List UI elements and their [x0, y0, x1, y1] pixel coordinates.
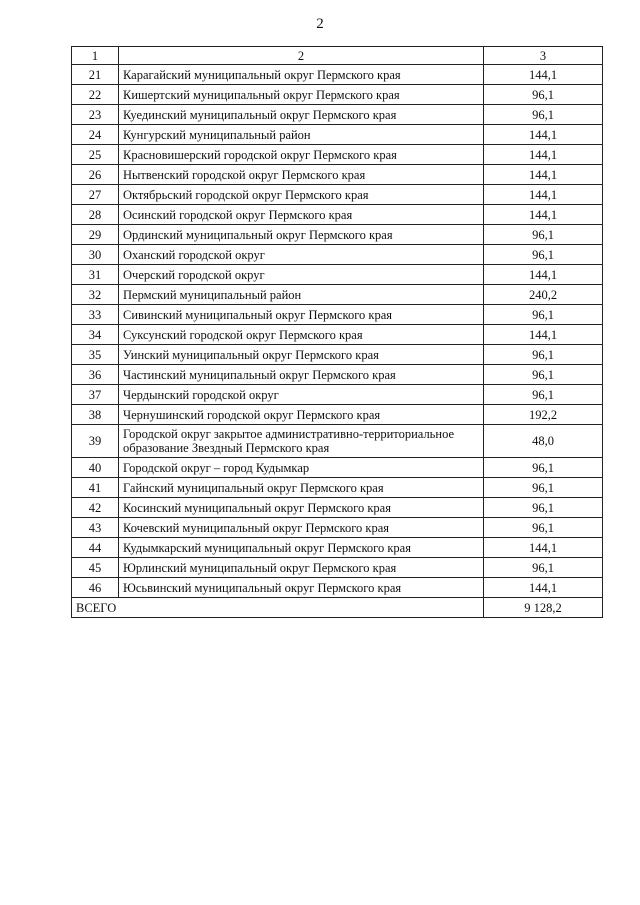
row-number: 32: [72, 285, 119, 305]
row-value: 96,1: [484, 365, 603, 385]
row-value: 240,2: [484, 285, 603, 305]
row-name: Кунгурский муниципальный район: [119, 125, 484, 145]
row-number: 42: [72, 498, 119, 518]
row-name: Нытвенский городской округ Пермского края: [119, 165, 484, 185]
row-number: 28: [72, 205, 119, 225]
row-name: Оханский городской округ: [119, 245, 484, 265]
row-number: 26: [72, 165, 119, 185]
table-row: [72, 385, 603, 405]
allocation-table: [71, 46, 603, 618]
row-name: Гайнский муниципальный округ Пермского края: [119, 478, 484, 498]
table-row: [72, 578, 603, 598]
row-value: 96,1: [484, 305, 603, 325]
table-row: [72, 558, 603, 578]
row-number: 40: [72, 458, 119, 478]
row-name: Куединский муниципальный округ Пермского края: [119, 105, 484, 125]
table-row: [72, 85, 603, 105]
row-name: Пермский муниципальный район: [119, 285, 484, 305]
row-name: Карагайский муниципальный округ Пермского края: [119, 65, 484, 85]
table-row: [72, 498, 603, 518]
table-row: [72, 265, 603, 285]
table-row: [72, 478, 603, 498]
row-number: 44: [72, 538, 119, 558]
row-name: Юсьвинский муниципальный округ Пермского края: [119, 578, 484, 598]
row-number: 33: [72, 305, 119, 325]
table-row: [72, 285, 603, 305]
row-name: Кочевский муниципальный округ Пермского края: [119, 518, 484, 538]
page-number: 2: [316, 16, 324, 32]
row-value: 144,1: [484, 165, 603, 185]
row-name: Красновишерский городской округ Пермского края: [119, 145, 484, 165]
table-row: [72, 425, 603, 458]
row-name: Очерский городской округ: [119, 265, 484, 285]
row-name: Осинский городской округ Пермского края: [119, 205, 484, 225]
row-number: 46: [72, 578, 119, 598]
row-value: 96,1: [484, 245, 603, 265]
row-value: 144,1: [484, 205, 603, 225]
row-name: Октябрьский городской округ Пермского края: [119, 185, 484, 205]
table-row: [72, 225, 603, 245]
row-number: 24: [72, 125, 119, 145]
row-value: 96,1: [484, 345, 603, 365]
row-number: 30: [72, 245, 119, 265]
table-row: [72, 245, 603, 265]
row-value: 144,1: [484, 325, 603, 345]
table-row: [72, 345, 603, 365]
row-name: Кишертский муниципальный округ Пермского края: [119, 85, 484, 105]
table-row: [72, 365, 603, 385]
row-name: Чернушинский городской округ Пермского края: [119, 405, 484, 425]
row-value: 144,1: [484, 265, 603, 285]
row-number: 25: [72, 145, 119, 165]
table-row: [72, 65, 603, 85]
table-row: [72, 185, 603, 205]
row-value: 48,0: [484, 425, 603, 458]
row-name: Юрлинский муниципальный округ Пермского края: [119, 558, 484, 578]
total-row: [72, 598, 603, 618]
total-label: ВСЕГО: [72, 598, 484, 618]
row-name: Городской округ – город Кудымкар: [119, 458, 484, 478]
table-row: [72, 518, 603, 538]
row-value: 96,1: [484, 458, 603, 478]
total-value: 9 128,2: [484, 598, 603, 618]
table-row: [72, 458, 603, 478]
table-row: [72, 125, 603, 145]
row-number: 22: [72, 85, 119, 105]
header-col-3: 3: [484, 47, 603, 65]
row-value: 144,1: [484, 125, 603, 145]
row-name: Сивинский муниципальный округ Пермского края: [119, 305, 484, 325]
table-row: [72, 305, 603, 325]
row-number: 31: [72, 265, 119, 285]
row-value: 96,1: [484, 85, 603, 105]
row-number: 37: [72, 385, 119, 405]
row-value: 96,1: [484, 385, 603, 405]
row-value: 96,1: [484, 478, 603, 498]
row-name: Ординский муниципальный округ Пермского края: [119, 225, 484, 245]
row-number: 36: [72, 365, 119, 385]
row-number: 38: [72, 405, 119, 425]
header-row: [72, 47, 603, 65]
row-number: 23: [72, 105, 119, 125]
row-number: 21: [72, 65, 119, 85]
row-name: Городской округ закрытое административно-территориальное образование Звездный Пермского края: [119, 425, 484, 458]
header-col-1: 1: [72, 47, 119, 65]
row-value: 96,1: [484, 518, 603, 538]
row-number: 35: [72, 345, 119, 365]
row-value: 144,1: [484, 578, 603, 598]
row-name: Чердынский городской округ: [119, 385, 484, 405]
row-name: Кудымкарский муниципальный округ Пермского края: [119, 538, 484, 558]
table-row: [72, 325, 603, 345]
table-row: [72, 205, 603, 225]
row-value: 96,1: [484, 225, 603, 245]
row-value: 144,1: [484, 538, 603, 558]
table-row: [72, 405, 603, 425]
table-row: [72, 538, 603, 558]
row-number: 29: [72, 225, 119, 245]
table-row: [72, 165, 603, 185]
row-name: Уинский муниципальный округ Пермского края: [119, 345, 484, 365]
row-number: 45: [72, 558, 119, 578]
row-name: Частинский муниципальный округ Пермского края: [119, 365, 484, 385]
row-name: Косинский муниципальный округ Пермского края: [119, 498, 484, 518]
table-row: [72, 145, 603, 165]
row-number: 34: [72, 325, 119, 345]
row-number: 39: [72, 425, 119, 458]
row-value: 96,1: [484, 105, 603, 125]
row-value: 144,1: [484, 145, 603, 165]
row-number: 41: [72, 478, 119, 498]
row-value: 144,1: [484, 65, 603, 85]
row-value: 96,1: [484, 558, 603, 578]
row-name: Суксунский городской округ Пермского края: [119, 325, 484, 345]
row-value: 192,2: [484, 405, 603, 425]
header-col-2: 2: [119, 47, 484, 65]
row-value: 96,1: [484, 498, 603, 518]
row-value: 144,1: [484, 185, 603, 205]
table-row: [72, 105, 603, 125]
row-number: 27: [72, 185, 119, 205]
row-number: 43: [72, 518, 119, 538]
